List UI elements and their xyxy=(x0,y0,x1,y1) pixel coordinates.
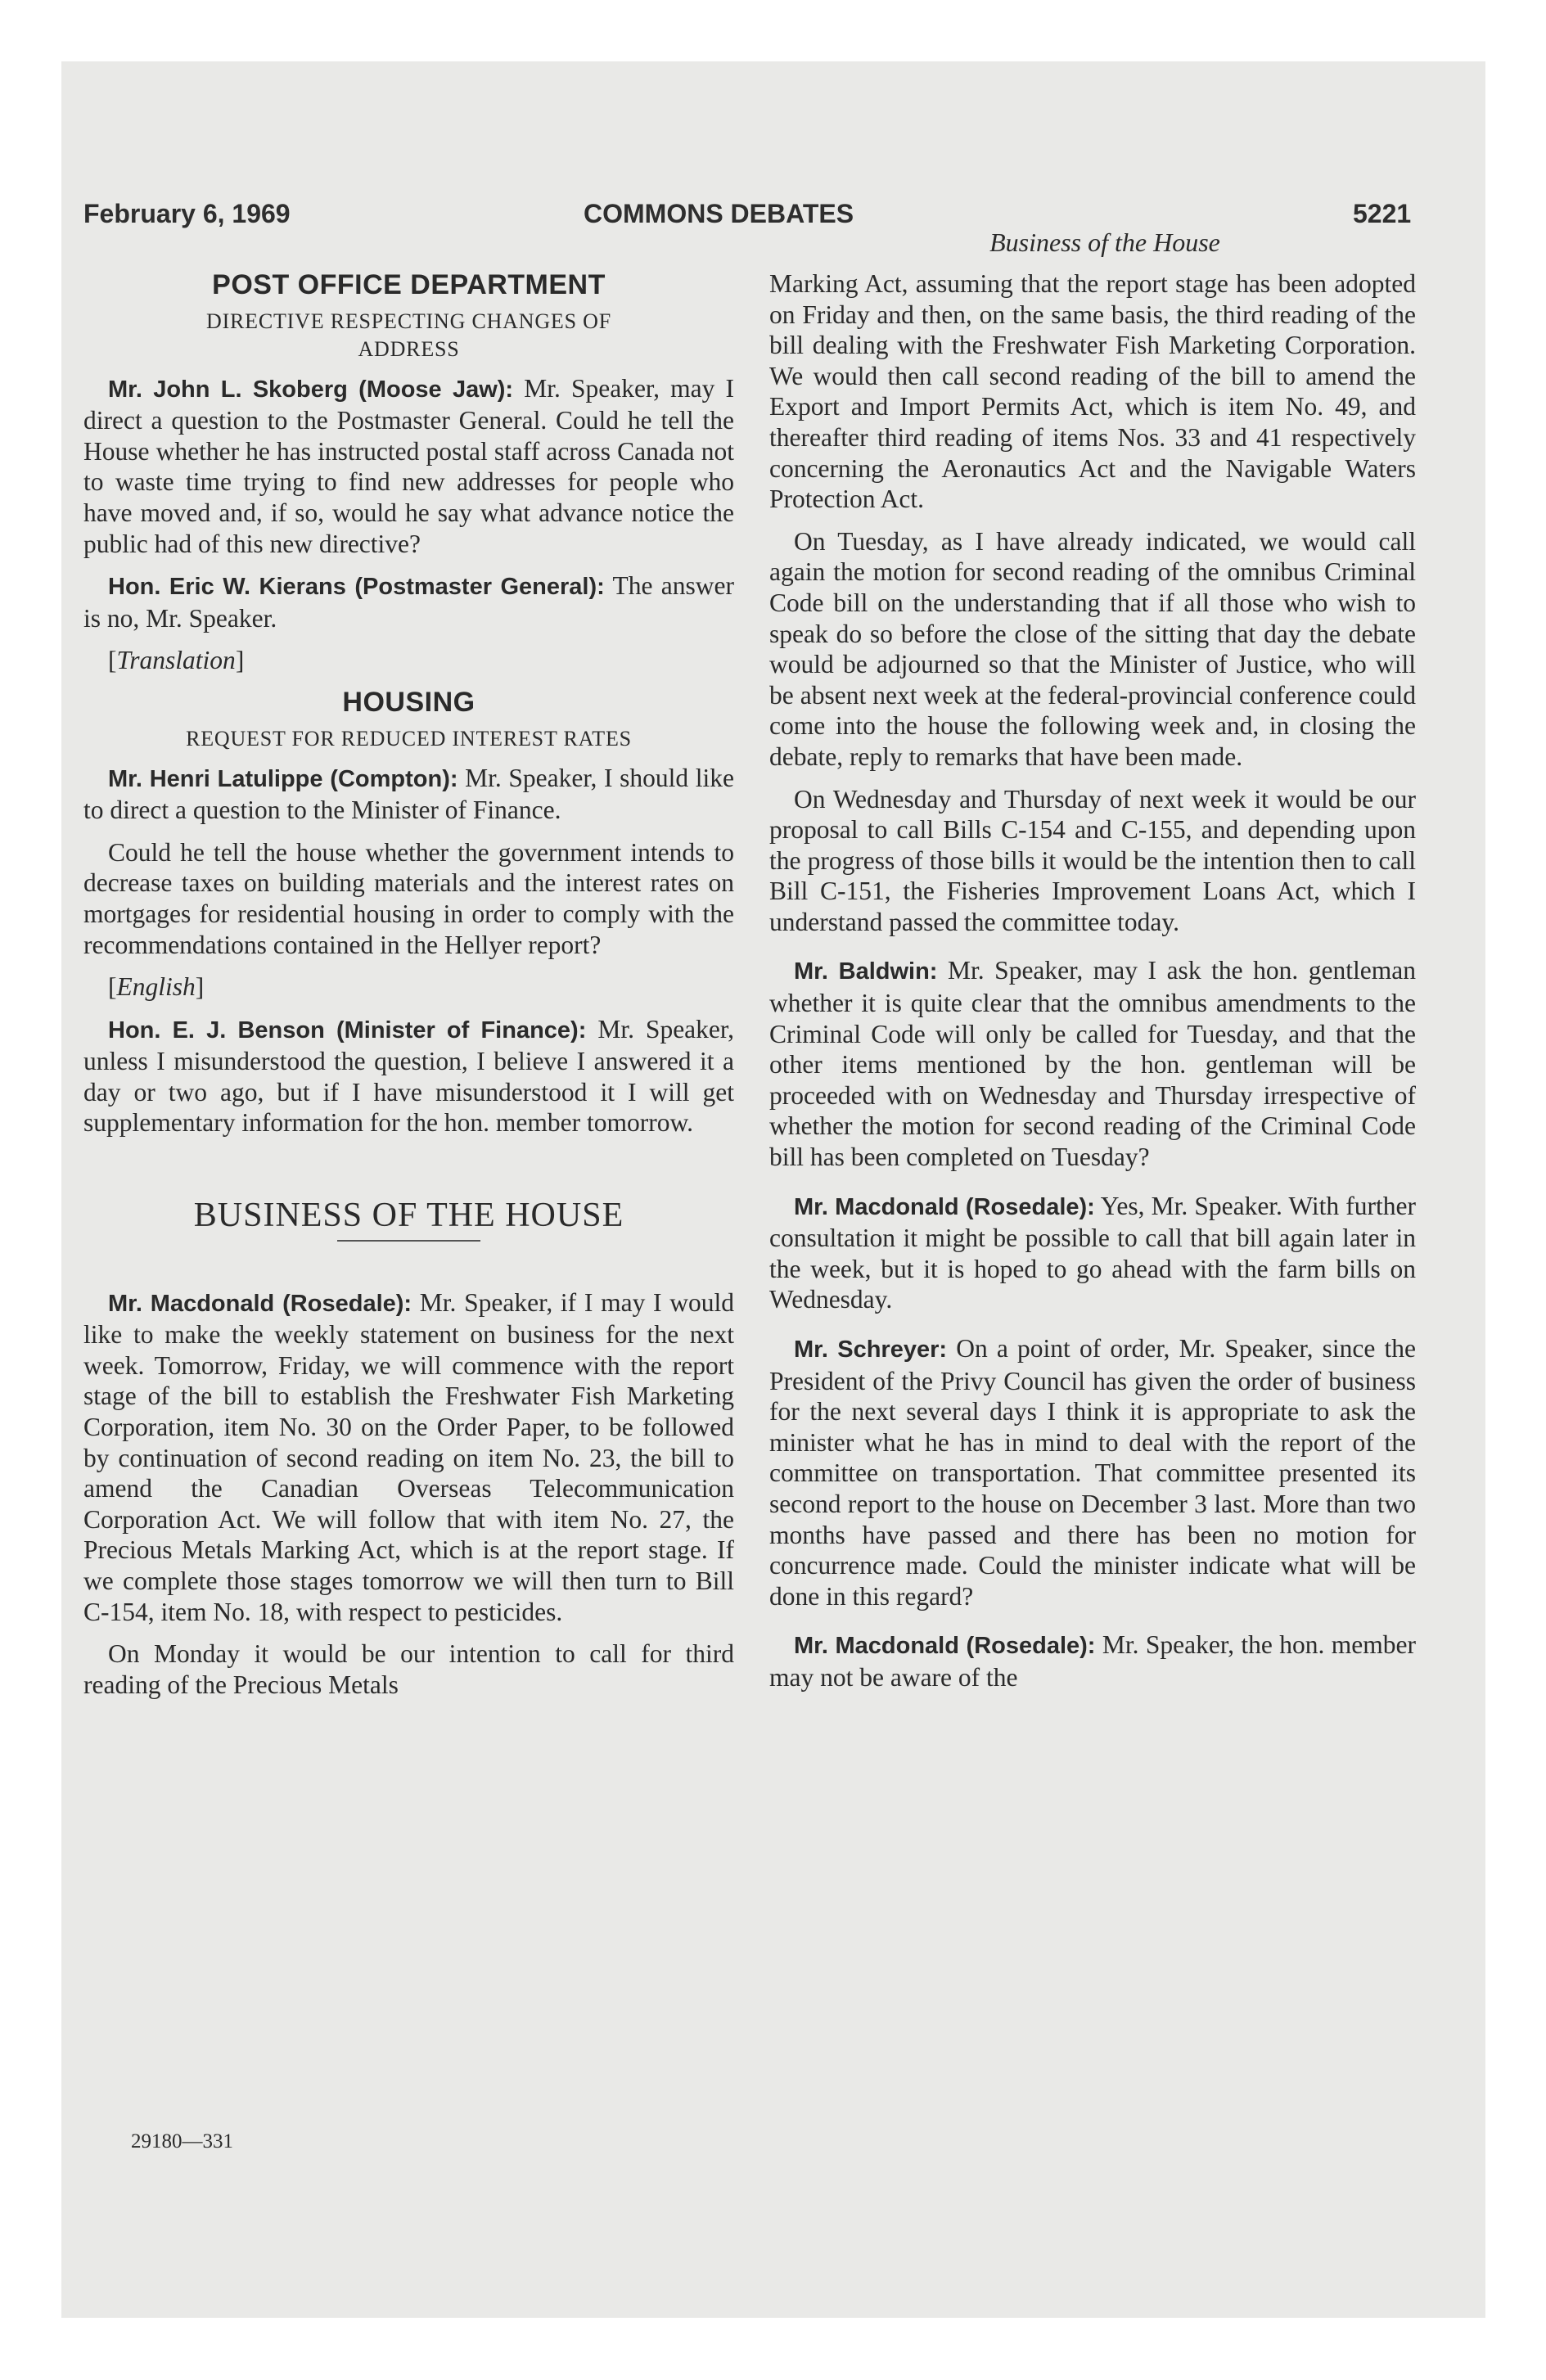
section-subtitle-interest: REQUEST FOR REDUCED INTEREST RATES xyxy=(186,726,632,751)
speech-schreyer xyxy=(769,1333,1416,1611)
speech-macdonald-reply xyxy=(769,1191,1416,1315)
speech-text: Mr. Speaker, unless I misunderstood the question, I believe I answered it a day or two ago, but if I have misunderstood it I will get supplementary information for the hon. member tomorrow. xyxy=(83,1014,734,1138)
speaker-name: Mr. Macdonald (Rosedale): xyxy=(794,1633,1096,1660)
header-page-number: 5221 xyxy=(1353,199,1412,228)
speech-text: Mr. Speaker, the hon. member may not be aware of the xyxy=(769,1630,1416,1692)
speech-paragraph: On Tuesday, as I have already indicated, we would call again the motion for second reading of the omnibus Criminal Code bill on the understanding that if all those who wish to speak do so before the close of the sitting that day the debate would be adjourned so that the Minister of Justice, who will be absent next week at the federal-provincial conference could come into the house the following week and, in closing the debate, reply to remarks that have been made. xyxy=(769,526,1416,771)
speaker-name: Mr. Henri Latulippe (Compton): xyxy=(108,765,458,792)
right-column xyxy=(769,228,1416,1705)
speech-continued: Marking Act, assuming that the report stage has been adopted on Friday and then, on the same basis, the third reading of the bill dealing with the Freshwater Fish Marketing Corporation. We would then call second reading of the bill to amend the Export and Import Permits Act, which is item No. 49, and thereafter third reading of items Nos. 33 and 41 respectively concerning the Aeronautics Act and the Navigable Waters Protection Act. xyxy=(769,269,1416,514)
section-divider xyxy=(337,1240,480,1242)
left-column xyxy=(83,228,734,1711)
speech-skoberg xyxy=(83,373,734,560)
speech-text: Mr. Speaker, may I direct a question to the Postmaster General. Could he tell the House whether he has instructed postal staff across Canada not to waste time trying to find new addresses for people who have moved and, if so, would he say what advance notice the public had of this new directive? xyxy=(83,373,734,558)
footer-code: 29180—331 xyxy=(131,2130,233,2152)
speech-text: Mr. Speaker, may I ask the hon. gentleman whether it is quite clear that the omnibus amendments to the Criminal Code will only be called for Tuesday, and that the other items mentioned by the hon. gentleman will be proceeded with on Wednesday and Thursday irrespective of whether the motion for second reading of the Criminal Code bill has been completed on Tuesday? xyxy=(769,956,1416,1172)
speech-text: On a point of order, Mr. Speaker, since the President of the Privy Council has given the order of business for the next several days I think it is appropriate to ask the minister what he has in mind to deal with the report of the committee on transportation. That committee presented its second report to the house on December 3 last. More than two months have passed and there has been no motion for concurrence made. Could the minister indicate what will be done in this regard? xyxy=(769,1334,1416,1611)
speech-benson xyxy=(83,1014,734,1138)
speaker-name: Mr. John L. Skoberg (Moose Jaw): xyxy=(108,376,514,403)
speech-paragraph: On Wednesday and Thursday of next week it would be our proposal to call Bills C-154 and C-155, and depending upon the progress of those bills it would be the intention then to call Bill C-151, the Fisheries Improvement Loans Act, which I understand passed the committee today. xyxy=(769,784,1416,936)
speech-baldwin xyxy=(769,955,1416,1172)
speech-macdonald xyxy=(83,1287,734,1628)
translation-marker: [ Translation ] xyxy=(83,645,734,676)
speaker-name: Mr. Baldwin: xyxy=(794,958,938,985)
section-subtitle-address: DIRECTIVE RESPECTING CHANGES OF ADDRESS xyxy=(206,309,611,361)
speech-text: Mr. Speaker, I should like to direct a question to the Minister of Finance. xyxy=(83,763,734,825)
speech-latulippe-continued: Could he tell the house whether the government intends to decrease taxes on building materials and the interest rates on mortgages for residential housing in order to comply with the recommendations contained in the Hellyer report? xyxy=(83,837,734,959)
speaker-name: Mr. Macdonald (Rosedale): xyxy=(794,1193,1095,1220)
speech-macdonald-final xyxy=(769,1629,1416,1693)
speech-macdonald-continued: On Monday it would be our intention to call for third reading of the Precious Metals xyxy=(83,1639,734,1699)
section-title-housing: HOUSING xyxy=(342,686,476,718)
speaker-name: Mr. Macdonald (Rosedale): xyxy=(108,1290,412,1317)
section-title-business: BUSINESS OF THE HOUSE xyxy=(193,1197,624,1235)
speech-latulippe xyxy=(83,763,734,826)
speaker-name: Mr. Schreyer: xyxy=(794,1336,948,1363)
header-date: February 6, 1969 xyxy=(83,199,291,228)
page-header xyxy=(0,199,1546,232)
speech-text: Yes, Mr. Speaker. With further consultation it might be possible to call that bill again later in the week, but it is hoped to go ahead with the farm bills on Wednesday. xyxy=(769,1191,1416,1314)
running-head: Business of the House xyxy=(989,228,1220,257)
speech-text: Mr. Speaker, if I may I would like to make the weekly statement on business for the next week. Tomorrow, Friday, we will commence with the report stage of the bill to establish the Freshwater Fish Marketing Corporation, item No. 30 on the Order Paper, to be followed by continuation of second reading on item No. 23, the bill to amend the Canadian Overseas Telecommunication Corporation Act. We will follow that with item No. 27, the Precious Metals Marking Act, which is at the report stage. If we complete those stages tomorrow we will then turn to Bill C-154, item No. 18, with respect to pesticides. xyxy=(83,1287,735,1626)
english-marker: [ English ] xyxy=(83,971,734,1003)
speech-kierans xyxy=(83,570,734,633)
speaker-name: Hon. E. J. Benson (Minister of Finance): xyxy=(108,1016,587,1044)
header-title: COMMONS DEBATES xyxy=(584,199,854,228)
speech-text: The answer is no, Mr. Speaker. xyxy=(83,571,734,633)
speaker-name: Hon. Eric W. Kierans (Postmaster General): xyxy=(108,574,605,601)
section-title-post-office: POST OFFICE DEPARTMENT xyxy=(212,269,606,300)
